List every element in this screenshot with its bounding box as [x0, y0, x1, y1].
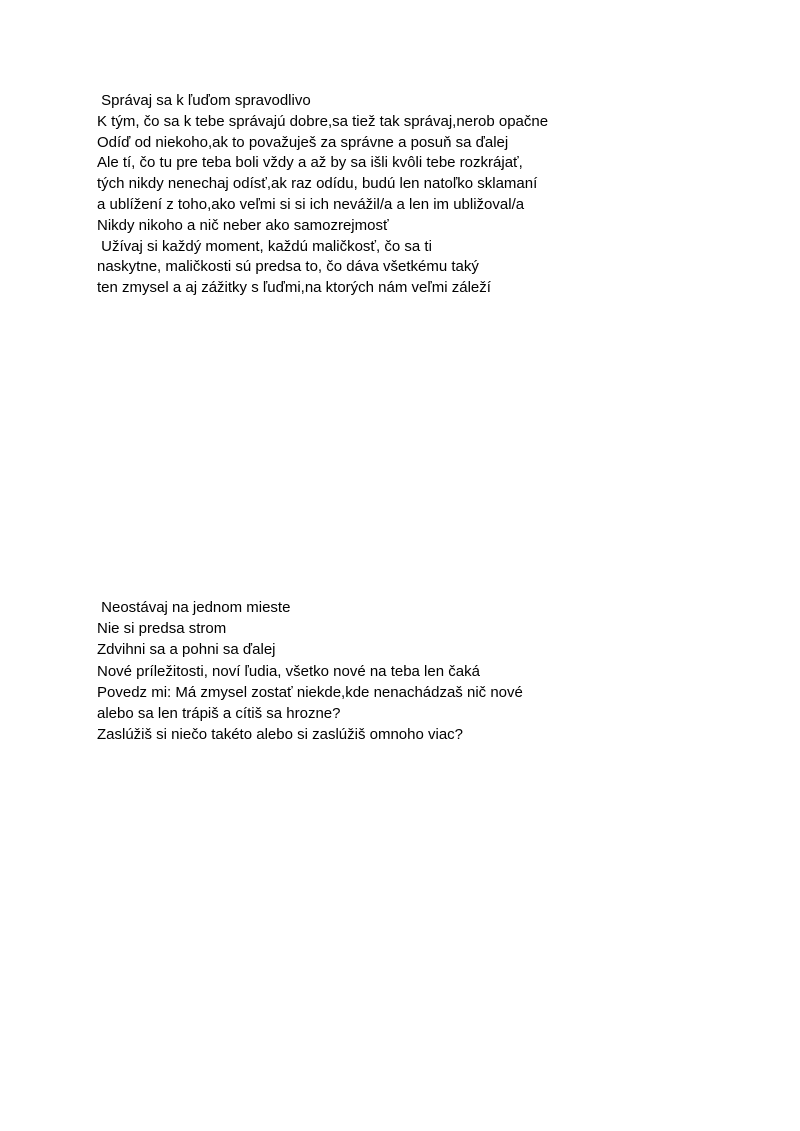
text-line: Zdvihni sa a pohni sa ďalej	[97, 641, 276, 659]
text-line: naskytne, maličkosti sú predsa to, čo dáva všetkému taký	[97, 258, 479, 276]
text-line: alebo sa len trápiš a cítiš sa hrozne?	[97, 704, 341, 722]
text-line: Povedz mi: Má zmysel zostať niekde,kde nenachádzaš nič nové	[97, 683, 523, 701]
text-line: Zaslúžiš si niečo takéto alebo si zaslúžiš omnoho viac?	[97, 726, 464, 744]
section-heading: Neostávaj na jednom mieste	[97, 599, 291, 616]
text-line: a ublížení z toho,ako veľmi si si ich nevážil/a a len im ubližoval/a	[97, 195, 525, 213]
text-section-fairness	[97, 91, 757, 299]
text-line: tých nikdy nenechaj odísť,ak raz odídu, budú len natoľko sklamaní	[97, 175, 538, 193]
text-line: K tým, čo sa k tebe správajú dobre,sa tiež tak správaj,nerob opačne	[97, 112, 549, 130]
text-line: Nové príležitosti, noví ľudia, všetko nové na teba len čaká	[97, 662, 480, 680]
section-heading: Správaj sa k ľuďom spravodlivo	[97, 92, 311, 109]
text-line: Odíď od niekoho,ak to považuješ za správne a posuň sa ďalej	[97, 133, 509, 151]
text-line: Nikdy nikoho a nič neber ako samozrejmosť	[97, 216, 389, 234]
text-line: Užívaj si každý moment, každú maličkosť, čo sa ti	[97, 237, 432, 255]
text-section-move-on	[97, 598, 757, 746]
text-line: ten zmysel a aj zážitky s ľuďmi,na ktorých nám veľmi záleží	[97, 279, 491, 297]
text-line: Ale tí, čo tu pre teba boli vždy a až by sa išli kvôli tebe rozkrájať,	[97, 154, 523, 172]
text-line: Nie si predsa strom	[97, 620, 227, 638]
